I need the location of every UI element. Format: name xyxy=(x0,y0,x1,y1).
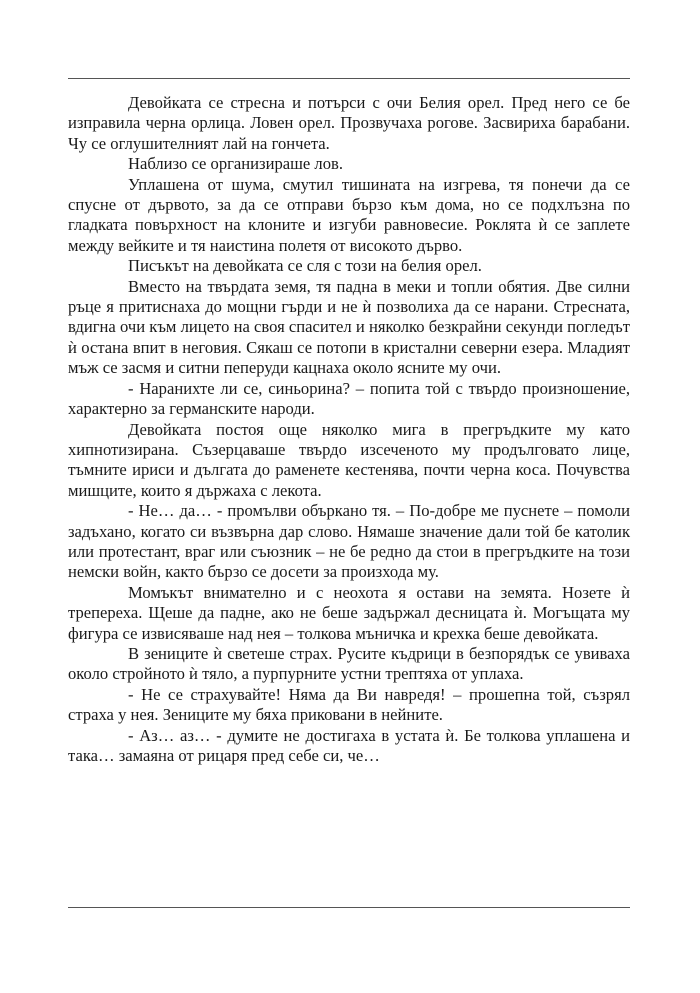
paragraph-6: - Наранихте ли се, синьорина? – попита той с твърдо произношение, характерно за германските народи. xyxy=(68,378,630,419)
paragraph-7: Девойката постоя още няколко мига в прегръдките му като хипнотизирана. Съзерцаваше твърдо изсеченото му продълговато лице, тъмните ириси и дългата до раменете кестенява, почти черна коса. Почувства мишците, които я държаха с лекота. xyxy=(68,419,630,500)
paragraph-11: - Не се страхувайте! Няма да Ви навредя! – прошепна той, съзрял страха у нея. Зениците му бяха приковани в нейните. xyxy=(68,684,630,725)
paragraph-4: Писъкът на девойката се сля с този на белия орел. xyxy=(128,256,482,276)
footer-rule xyxy=(68,907,630,908)
paragraph-12: - Аз… аз… - думите не достигаха в устата ѝ. Бе толкова уплашена и така… замаяна от рицаря пред себе си, че… xyxy=(68,725,630,765)
header-rule xyxy=(68,78,630,79)
paragraph-3: Уплашена от шума, смутил тишината на изгрева, тя понечи да се спусне от дървото, за да се отправи бързо към дома, но се подхлъзна по гладката повърхност на клоните и изгуби равновесие. Роклята ѝ се заплете между вейките и тя наистина полетя от високото дърво. xyxy=(68,174,630,255)
paragraph-5: Вместо на твърдата земя, тя падна в меки и топли обятия. Две силни ръце я притиснаха до мощни гърди и не ѝ позволиха да се нарани. Стресната, вдигна очи към лицето на своя спасител и няколко безкрайни секунди погледът ѝ остана впит в неговия. Сякаш се потопи в кристални северни езера. Младият мъж се засмя и ситни пеперуди кацнаха около ясните му очи. xyxy=(68,276,630,378)
paragraph-10: В зениците ѝ светеше страх. Русите къдрици в безпорядък се увиваха около стройното ѝ тяло, а пурпурните устни трептяха от уплаха. xyxy=(68,643,630,684)
paragraph-8: - Не… да… - промълви объркано тя. – По-добре ме пуснете – помоли задъхано, когато си възвърна дар слово. Нямаше значение дали той бе католик или протестант, враг или съюзник – не бе редно да стои в прегръдките на този немски войн, както бързо се досети за произхода му. xyxy=(68,501,630,582)
paragraph-9: Момъкът внимателно и с неохота я остави на земята. Нозете ѝ трепереха. Щеше да падне, ако не беше задържал десницата ѝ. Могъщата му фигура се извисяваше над нея – толкова мъничка и крехка беше девойката. xyxy=(68,582,630,643)
body-text xyxy=(68,93,630,766)
paragraph-1: Девойката се стресна и потърси с очи Белия орел. Пред него се бе изправила черна орлица. Ловен орел. Прозвучаха рогове. Засвириха барабани. Чу се оглушителният лай на гончета. xyxy=(68,93,630,153)
paragraph-2: Наблизо се организираше лов. xyxy=(128,154,343,174)
